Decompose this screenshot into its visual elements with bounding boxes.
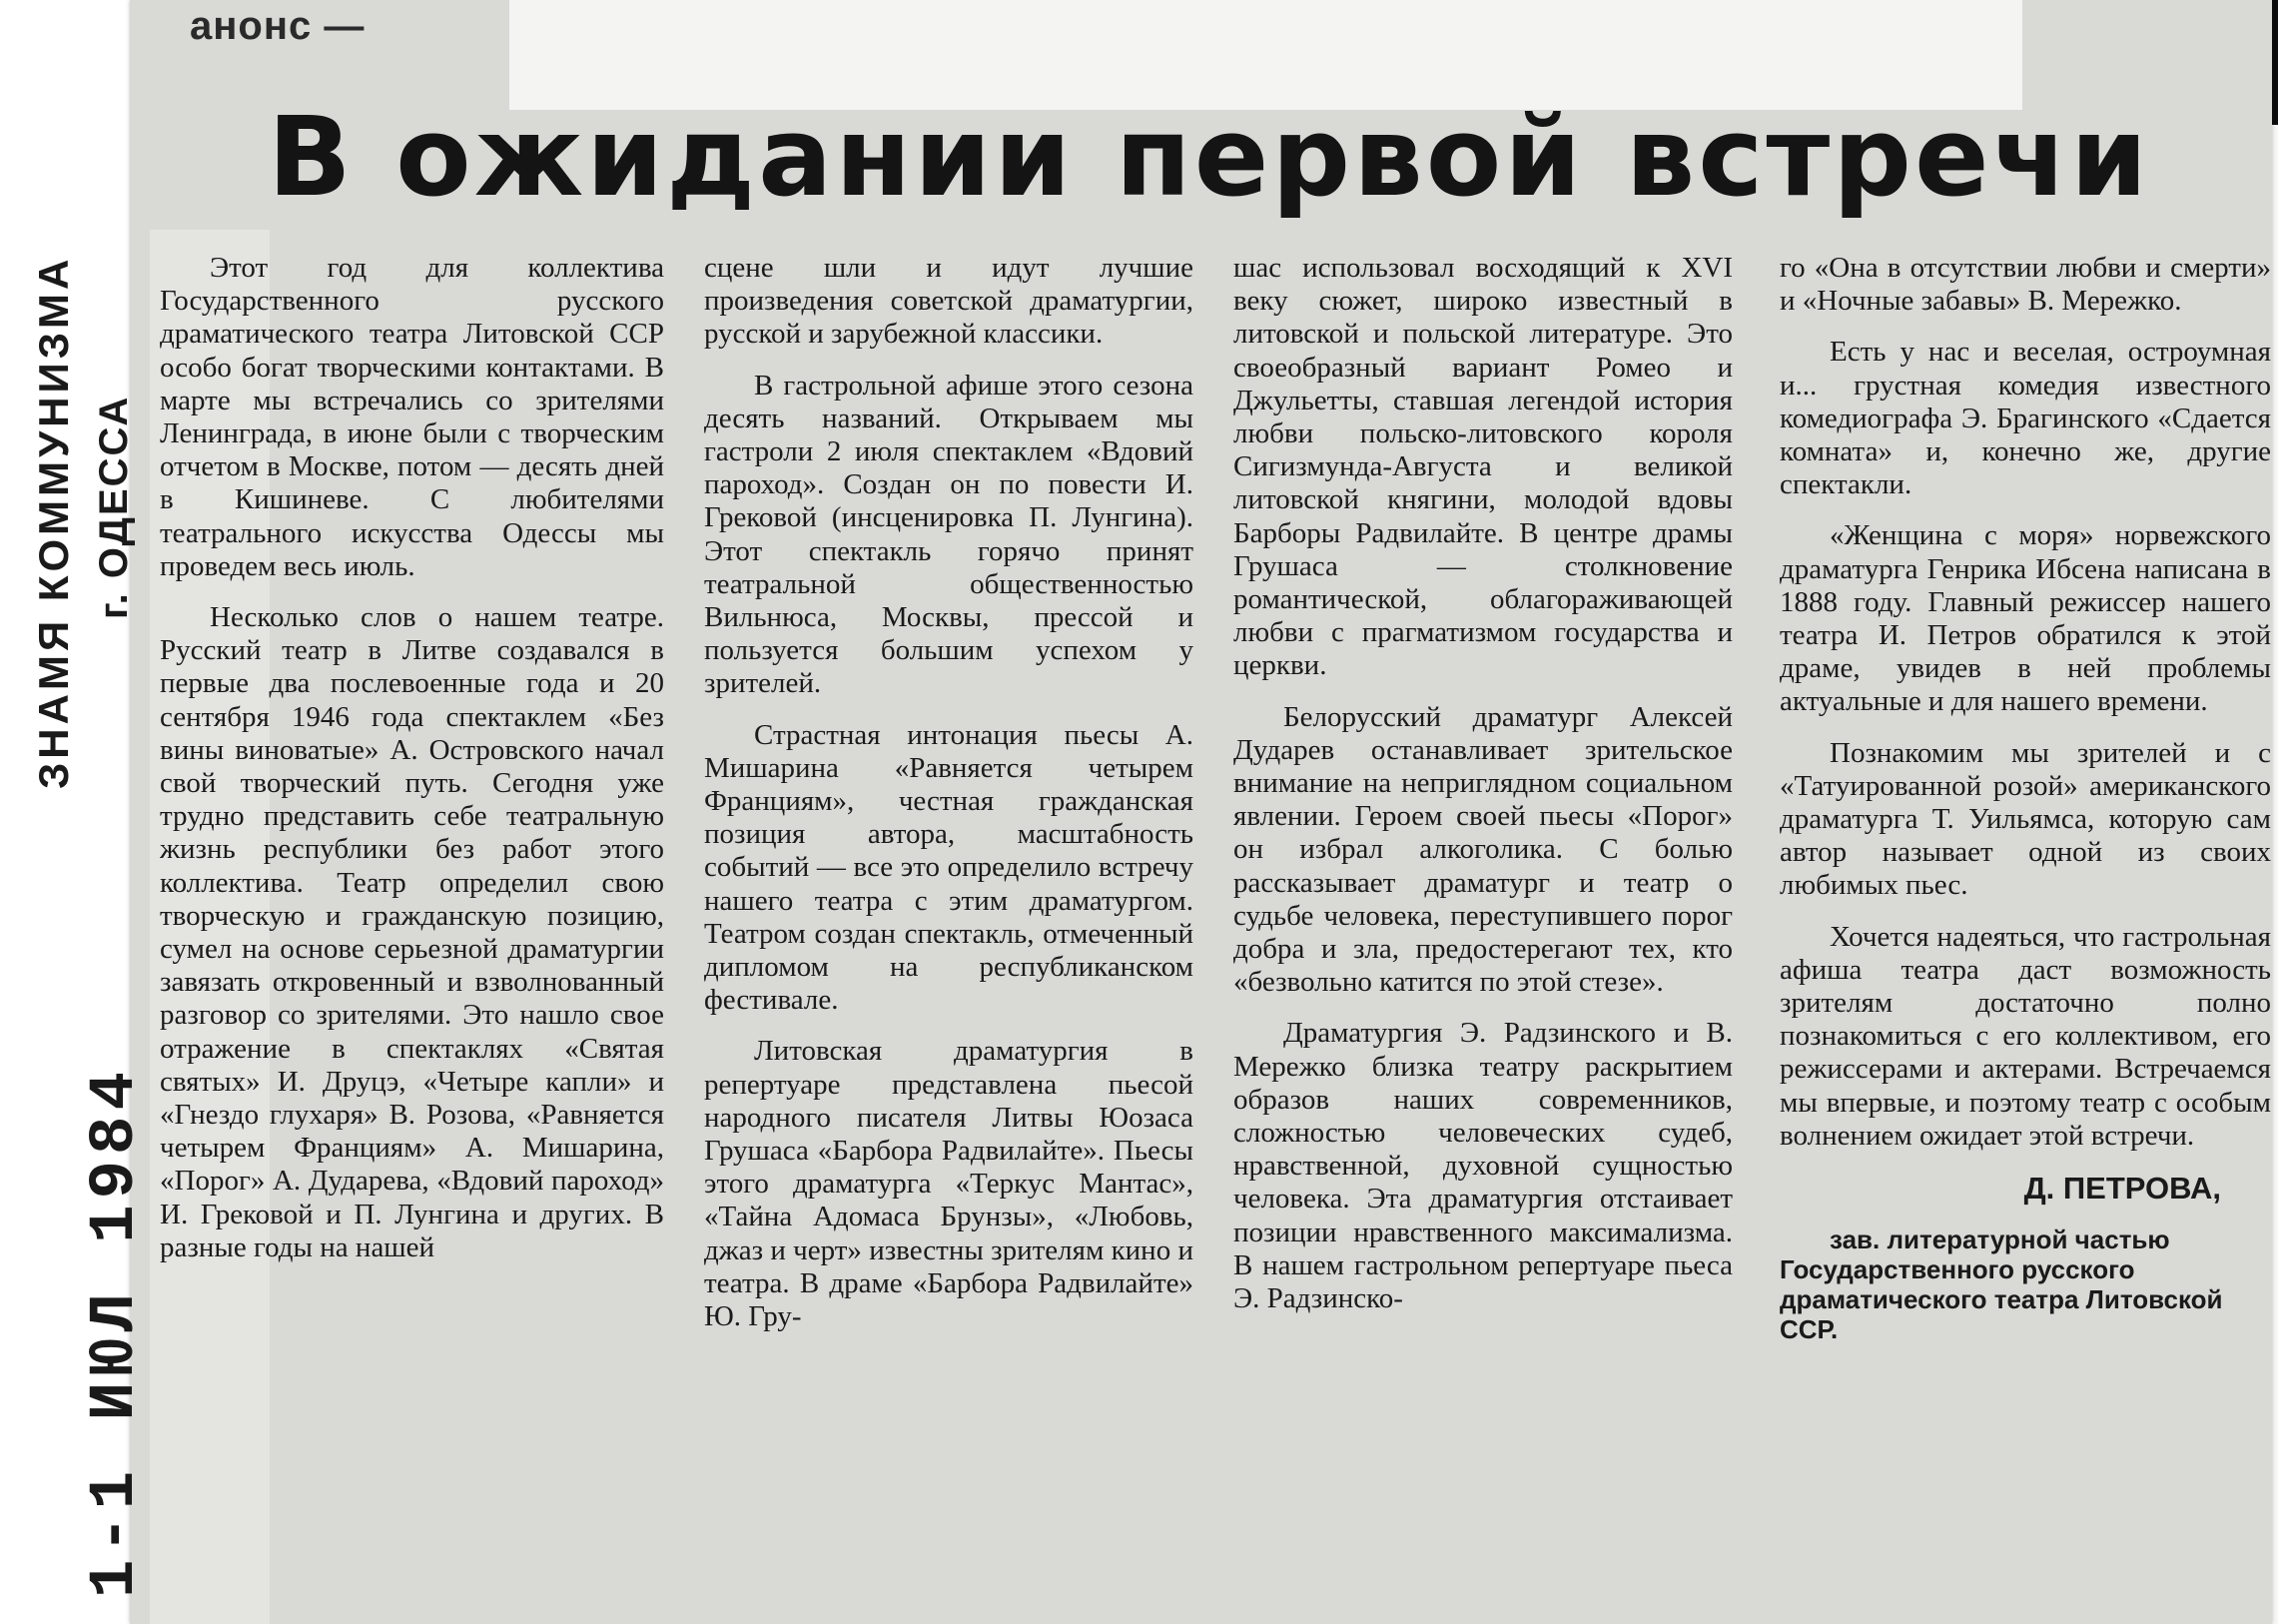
paragraph: Белорусский драматург Алексей Дударев останавливает зрительское внимание на неприглядном социальном явлении. Героем своей пьесы «Порог» он избрал алкоголика. С болью рассказывает драматург и театр о судьбе человека, переступившего порог добра и зла, предостерегают тех, кто «безвольно катится по этой стезе». [1233, 700, 1733, 999]
paragraph: Хочется надеяться, что гастрольная афиша театра даст возможность зрителям достаточно полно познакомиться с его коллективом, его режиссерами и актерами. Встречаемся мы впервые, и поэтому театр с особым волнением ожидает этой встречи. [1780, 920, 2271, 1152]
paragraph: Этот год для коллектива Государственного русского драматического театра Литовской ССР особо богат творческими контактами. В марте мы встречались со зрителями Ленинграда, в июне были с творческим отчетом в Москве, потом — десять дней в Кишиневе. С любителями театрального искусства Одессы мы проведем весь июль. [160, 252, 664, 582]
paragraph: «Женщина с моря» норвежского драматурга Генрика Ибсена написана в 1888 году. Главный режиссер нашего театра И. Петров обратился к этой драме, увидев в ней проблемы актуальные и для нашего времени. [1780, 519, 2271, 718]
paragraph: Есть у нас и веселая, остроумная и... грустная комедия известного комедиографа Э. Брагинского «Сдается комната» и, конечно же, другие спектакли. [1780, 336, 2271, 501]
article-column-2 [704, 252, 1193, 1595]
article-column-1 [160, 252, 664, 1595]
date-stamp: 1-1 ИЮЛ 1984 [80, 1066, 152, 1598]
city-stamp: г. ОДЕССА [92, 395, 136, 619]
paragraph-continued: сцене шли и идут лучшие произведения советской драматургии, русской и зарубежной классики. [704, 252, 1193, 351]
article-column-4 [1780, 252, 2271, 1595]
article-column-3 [1233, 252, 1733, 1595]
paragraph: В гастрольной афише этого сезона десять названий. Открываем мы гастроли 2 июля спектаклем «Вдовий пароход». Создан он по повести И. Грековой (инсценировка П. Лунгина). Этот спектакль горячо принят театральной общественностью Вильнюса, Москвы, прессой и пользуется большим успехом у зрителей. [704, 369, 1193, 700]
paragraph: Литовская драматургия в репертуаре представлена пьесой народного писателя Литвы Юозаса Грушаса «Барбора Радвилайте». Пьесы этого драматурга «Теркус Мантас», «Тайна Адомаса Брунзы», «Любовь, джаз и черт» известны зрителям кино и театра. В драме «Барбора Радвилайте» Ю. Гру- [704, 1035, 1193, 1333]
paragraph: Познакомим мы зрителей и с «Татуированной розой» американского драматурга Т. Уильямса, которую сам автор называет одной из своих любимых пьес. [1780, 736, 2271, 902]
paragraph: Драматургия Э. Радзинского и В. Мережко близка театру раскрытием образов наших современников, сложностью человеческих судеб, нравственной, духовной сущностью человека. Эта драматургия отстаивает позиции нравственного максимализма. В нашем гастрольном репертуаре пьеса Э. Радзинско- [1233, 1017, 1733, 1315]
paragraph-continued: го «Она в отсутствии любви и смерти» и «Ночные забавы» В. Мережко. [1780, 252, 2271, 318]
author-title: зав. литературной частью Государственного русского драматического театра Литовской ССР. [1780, 1224, 2223, 1345]
headline: В ожидании первой встречи [268, 93, 2151, 221]
paragraph: Несколько слов о нашем театре. Русский театр в Литве создавался в первые два послевоенные года и 20 сентября 1946 года спектаклем «Без вины виноватые» А. Островского начал свой творческий путь. Сегодня уже трудно представить себе театральную жизнь республики без работ этого коллектива. Театр определил свою творческую и гражданскую позицию, сумел на основе серьезной драматургии завязать откровенный и взволнованный разговор со зрителями. Это нашло свое отражение в спектаклях «Святая святых» И. Друцэ, «Четыре капли» и «Гнездо глухаря» В. Розова, «Равняется четырем Франциям» А. Мишарина, «Порог» А. Дударева, «Вдовий пароход» И. Грековой и П. Лунгина и других. В разные годы на нашей [160, 601, 664, 1263]
newspaper-name-stamp: ЗНАМЯ КОММУНИЗМА [30, 255, 77, 789]
paragraph-continued: шас использовал восходящий к XVI веку сюжет, широко известный в литовской и польской литературе. Это своеобразный вариант Ромео и Джульетты, ставшая легендой история любви польско-литовского короля Сигизмунда-Августа и великой литовской княгини, молодой вдовы Барборы Радвилайте. В центре драмы Грушаса — столкновение романтической, облагораживающей любви с прагматизмом государства и церкви. [1233, 252, 1733, 682]
author-name: Д. ПЕТРОВА, [2023, 1171, 2221, 1207]
paragraph: Страстная интонация пьесы А. Мишарина «Равняется четырем Франциям», честная гражданская позиция автора, масштабность событий — все это определило встречу нашего театра с этим драматургом. Театром создан спектакль, отмеченный дипломом на республиканском фестивале. [704, 718, 1193, 1017]
rubric-label: анонс — [190, 4, 366, 48]
